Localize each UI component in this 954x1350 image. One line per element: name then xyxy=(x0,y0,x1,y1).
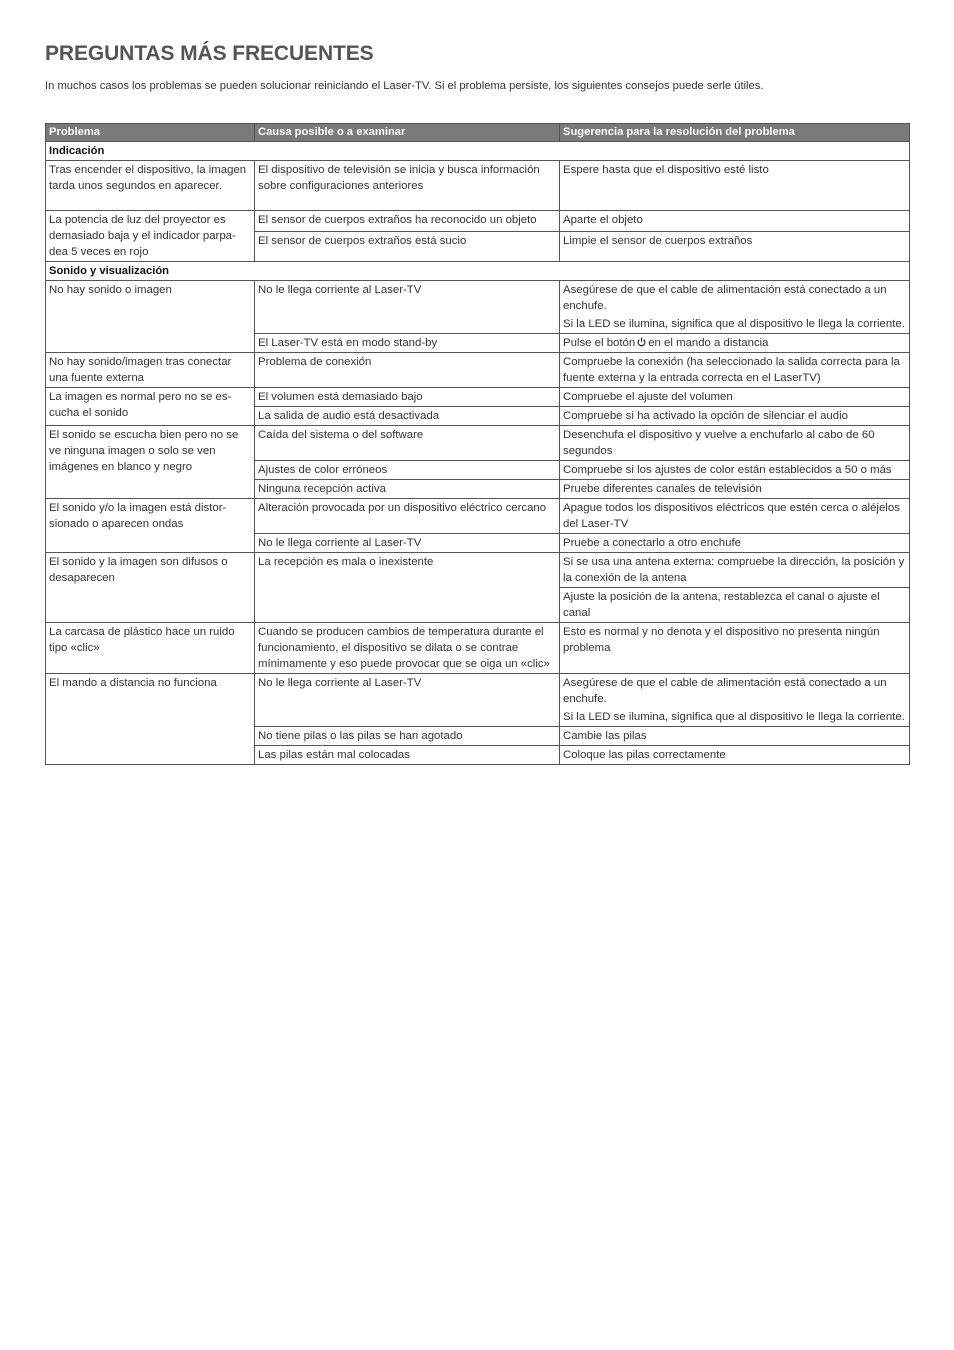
suggestion-cell: Compruebe si ha activado la opción de silenciar el audio xyxy=(560,407,910,426)
cause-cell: La salida de audio está desactivada xyxy=(255,407,560,426)
suggestion-line: Asegúrese de que el cable de alimentación está conectado a un enchufe. xyxy=(563,284,887,312)
suggestion-cell: Compruebe la conexión (ha seleccionado la salida correcta para la fuente externa y la entrada correcta en el LaserTV) xyxy=(560,353,910,388)
cause-cell: El sensor de cuerpos extraños está sucio xyxy=(255,232,560,262)
cause-cell: Caída del sistema o del software xyxy=(255,426,560,461)
suggestion-cell: Si se usa una antena externa: compruebe la dirección, la posición y la conexión de la antena xyxy=(560,553,910,588)
header-suggestion: Sugerencia para la resolución del problema xyxy=(560,124,910,142)
page-title: PREGUNTAS MÁS FRECUENTES xyxy=(45,42,374,65)
cause-cell: Cuando se producen cambios de temperatura durante el funcionamiento, el dispositivo se dilata o se contrae mínimamente y eso puede provocar que se oiga un «clic» xyxy=(255,623,560,674)
section-row xyxy=(46,262,910,281)
suggestion-text-before: Pulse el botón xyxy=(563,337,636,349)
suggestion-cell: Espere hasta que el dispositivo esté listo xyxy=(560,161,910,211)
suggestion-line: Si la LED se ilumina, significa que al dispositivo le llega la corriente. xyxy=(563,318,905,330)
table-row xyxy=(46,553,910,588)
suggestion-text-after: en el mando a distancia xyxy=(648,337,769,349)
problem-cell: El mando a distancia no funciona xyxy=(46,674,255,765)
table-row xyxy=(46,499,910,534)
suggestion-line: Asegúrese de que el cable de alimentación está conectado a un enchufe. xyxy=(563,677,887,705)
table-row xyxy=(46,281,910,334)
table-row xyxy=(46,426,910,461)
table-row xyxy=(46,388,910,407)
cause-cell: El Laser-TV está en modo stand-by xyxy=(255,334,560,353)
table-header-row xyxy=(46,124,910,142)
cause-cell: Problema de conexión xyxy=(255,353,560,388)
cause-cell: No le llega corriente al Laser-TV xyxy=(255,674,560,727)
suggestion-cell: Cambie las pilas xyxy=(560,727,910,746)
cause-cell: El sensor de cuerpos extraños ha reconocido un objeto xyxy=(255,211,560,232)
suggestion-cell: Compruebe si los ajustes de color están establecidos a 50 o más xyxy=(560,461,910,480)
cause-cell: Ajustes de color erróneos xyxy=(255,461,560,480)
suggestion-cell: Aparte el objeto xyxy=(560,211,910,232)
table-row xyxy=(46,353,910,388)
suggestion-cell: Pruebe diferentes canales de televisión xyxy=(560,480,910,499)
table-row xyxy=(46,674,910,727)
suggestion-line: Si la LED se ilumina, significa que al dispositivo le llega la corriente. xyxy=(563,711,905,723)
problem-cell: El sonido se escucha bien pero no se ve ninguna imagen o solo se ven imágenes en blanco y negro xyxy=(46,426,255,499)
problem-cell: El sonido y la imagen son difusos o desaparecen xyxy=(46,553,255,623)
problem-cell: La imagen es normal pero no se es-cucha el sonido xyxy=(46,388,255,426)
section-label-sonido: Sonido y visualización xyxy=(46,262,910,281)
problem-cell: La carcasa de plástico hace un ruido tipo «clic» xyxy=(46,623,255,674)
suggestion-cell: Limpie el sensor de cuerpos extraños xyxy=(560,232,910,262)
power-icon xyxy=(637,337,646,347)
problem-cell: Tras encender el dispositivo, la imagen tarda unos segundos en aparecer. xyxy=(46,161,255,211)
table-row xyxy=(46,161,910,211)
faq-table xyxy=(45,123,910,765)
suggestion-cell: Compruebe el ajuste del volumen xyxy=(560,388,910,407)
suggestion-cell xyxy=(560,674,910,727)
suggestion-cell xyxy=(560,334,910,353)
problem-cell: No hay sonido/imagen tras conectar una fuente externa xyxy=(46,353,255,388)
cause-cell: No tiene pilas o las pilas se han agotado xyxy=(255,727,560,746)
suggestion-cell: Pruebe a conectarlo a otro enchufe xyxy=(560,534,910,553)
suggestion-cell xyxy=(560,281,910,334)
cause-cell: Ninguna recepción activa xyxy=(255,480,560,499)
cause-cell: La recepción es mala o inexistente xyxy=(255,553,560,623)
suggestion-cell: Apague todos los dispositivos eléctricos que estén cerca o aléjelos del Laser-TV xyxy=(560,499,910,534)
suggestion-cell: Coloque las pilas correctamente xyxy=(560,746,910,765)
cause-cell: El volumen está demasiado bajo xyxy=(255,388,560,407)
intro-text: In muchos casos los problemas se pueden solucionar reiniciando el Laser-TV. Si el problema persiste, los siguientes consejos puede serle útiles. xyxy=(45,80,764,92)
section-row xyxy=(46,142,910,161)
cause-cell: Alteración provocada por un dispositivo eléctrico cercano xyxy=(255,499,560,534)
cause-cell: No le llega corriente al Laser-TV xyxy=(255,281,560,334)
header-cause: Causa posible o a examinar xyxy=(255,124,560,142)
cause-cell: El dispositivo de televisión se inicia y busca información sobre configuraciones anteriores xyxy=(255,161,560,211)
problem-cell: No hay sonido o imagen xyxy=(46,281,255,353)
problem-cell: La potencia de luz del proyector es demasiado baja y el indicador parpa-dea 5 veces en rojo xyxy=(46,211,255,262)
cause-cell: Las pilas están mal colocadas xyxy=(255,746,560,765)
problem-cell: El sonido y/o la imagen está distor-sionado o aparecen ondas xyxy=(46,499,255,553)
suggestion-cell: Ajuste la posición de la antena, restablezca el canal o ajuste el canal xyxy=(560,588,910,623)
table-row xyxy=(46,623,910,674)
cause-cell: No le llega corriente al Laser-TV xyxy=(255,534,560,553)
section-label-indicacion: Indicación xyxy=(46,142,910,161)
table-row xyxy=(46,211,910,232)
suggestion-cell: Esto es normal y no denota y el dispositivo no presenta ningún problema xyxy=(560,623,910,674)
suggestion-cell: Desenchufa el dispositivo y vuelve a enchufarlo al cabo de 60 segundos xyxy=(560,426,910,461)
header-problem: Problema xyxy=(46,124,255,142)
